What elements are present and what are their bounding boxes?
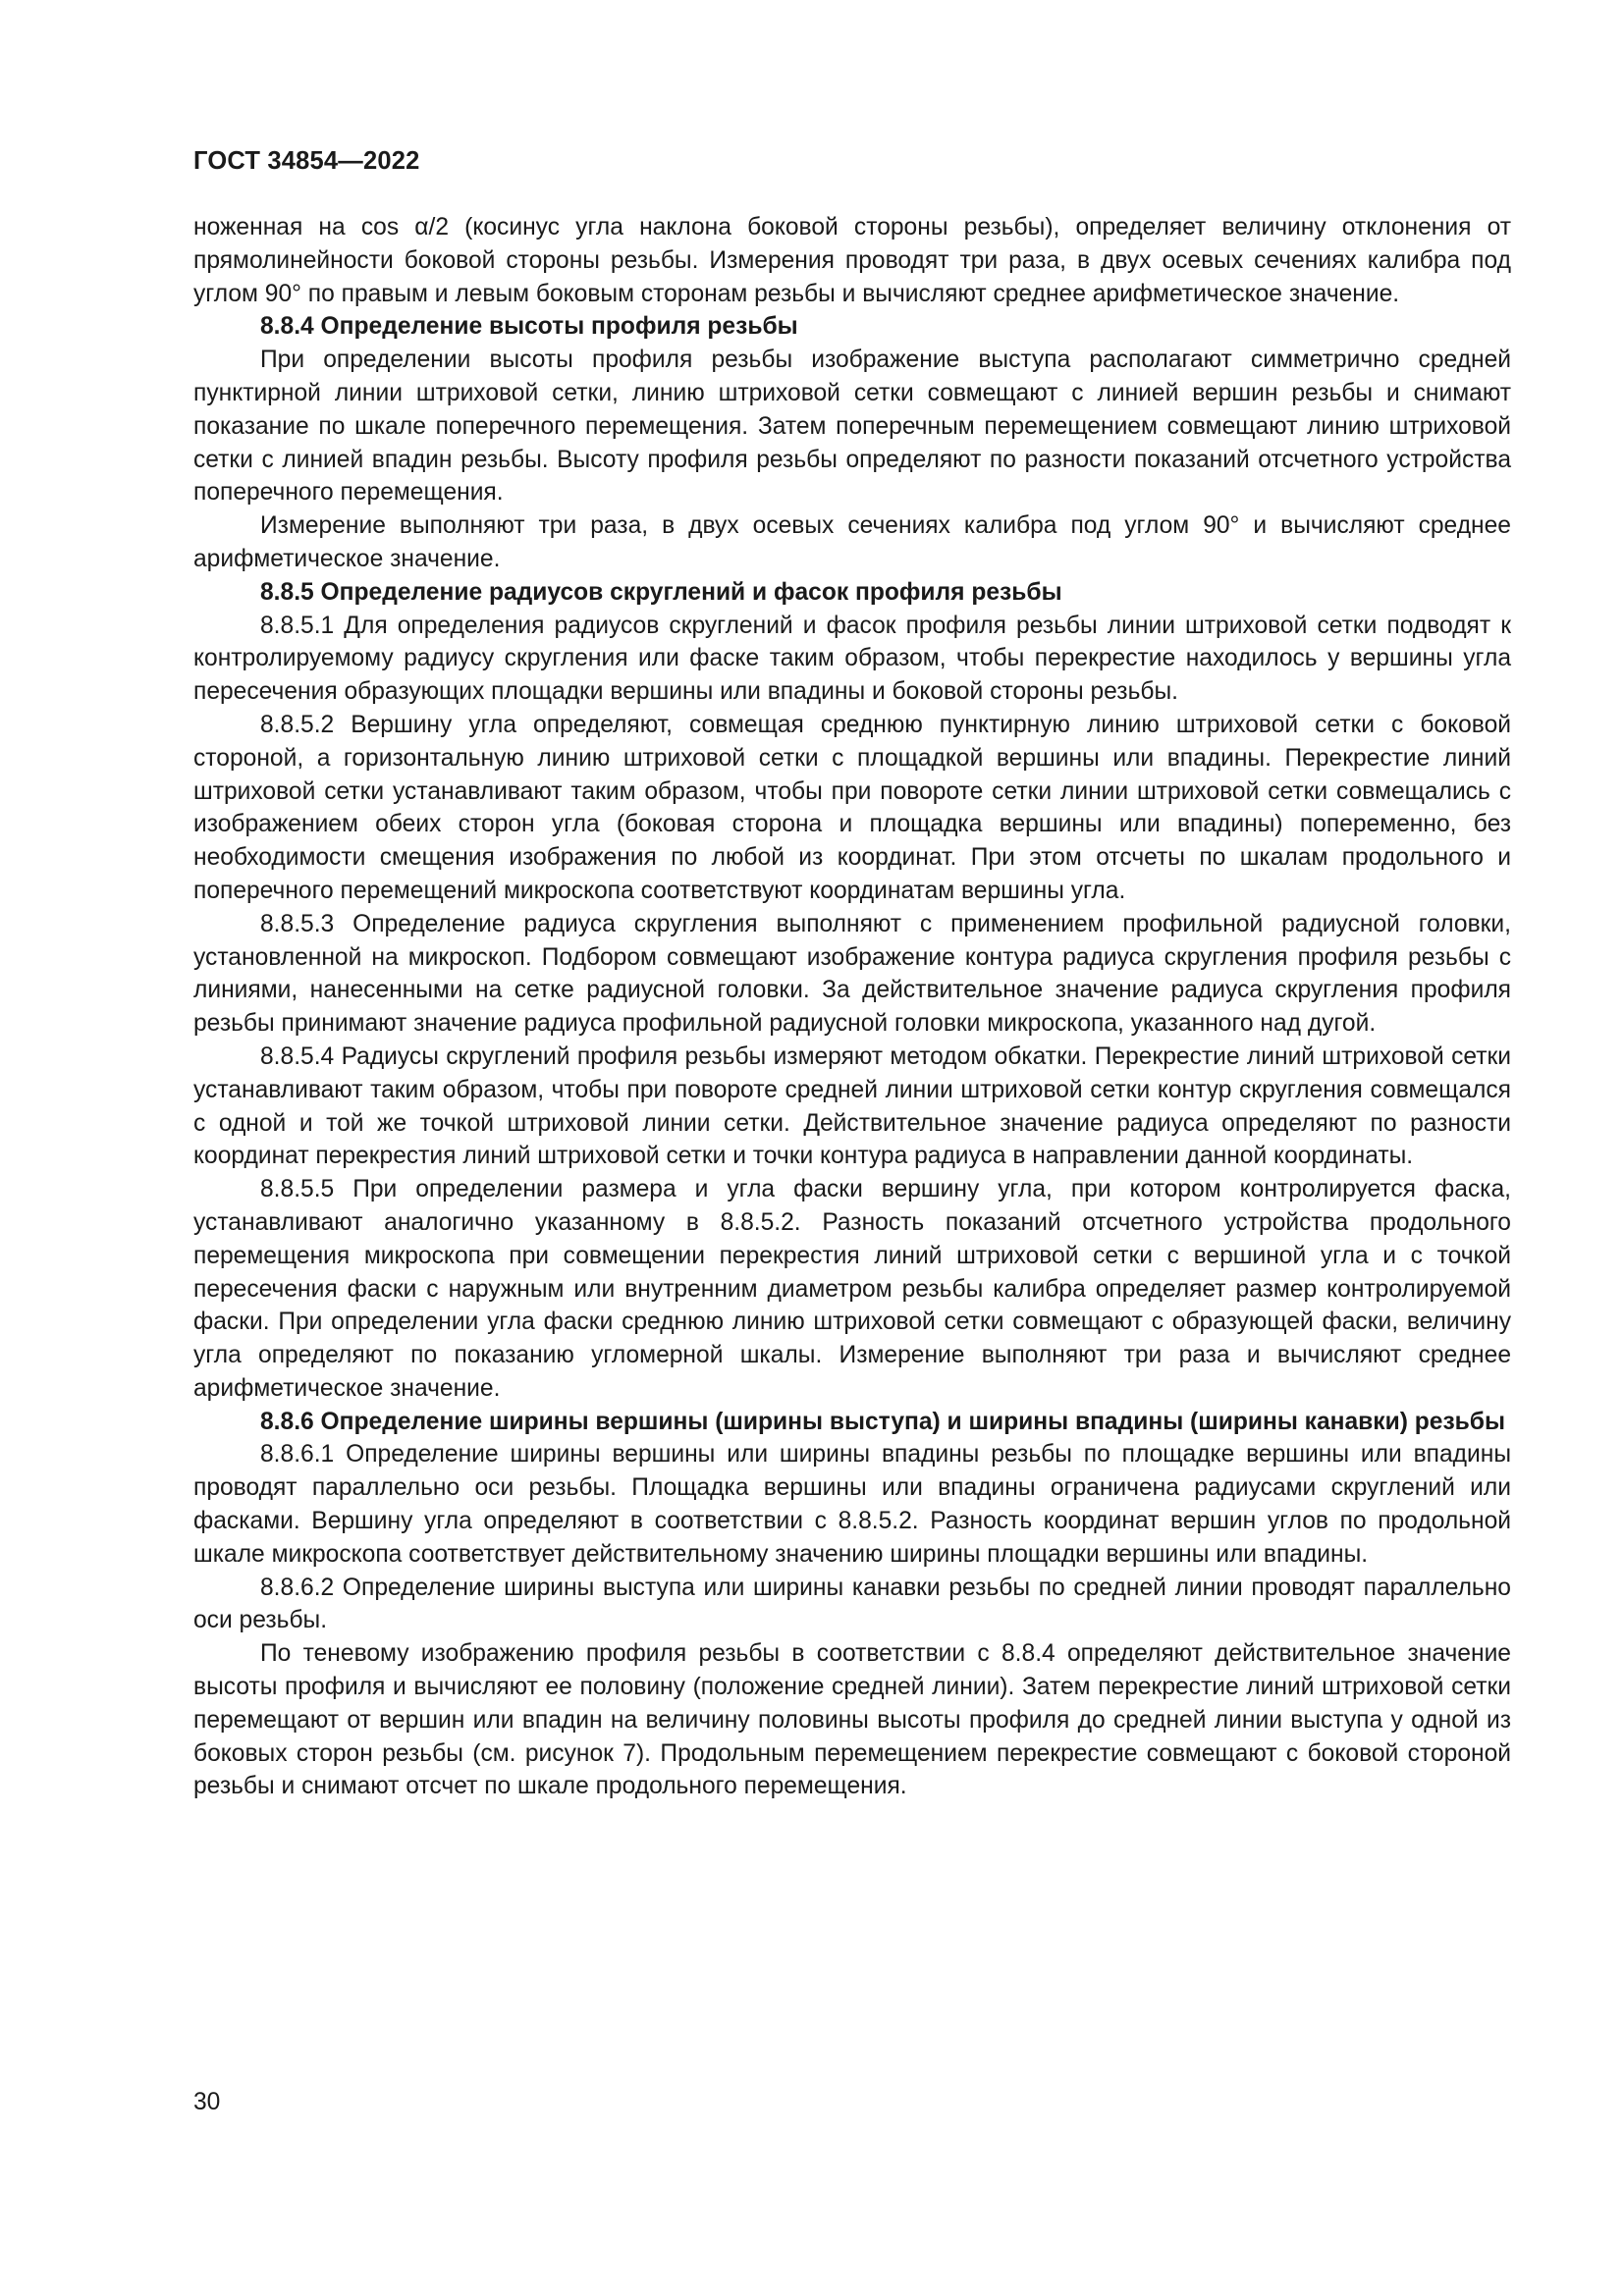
document-code-header: ГОСТ 34854—2022 bbox=[193, 147, 420, 175]
page-number: 30 bbox=[193, 2089, 221, 2115]
section-heading-8-8-6: 8.8.6 Определение ширины вершины (ширины выступа) и ширины впадины (ширины канавки) резьбы bbox=[260, 1408, 1505, 1435]
document-page bbox=[193, 145, 1511, 1803]
paragraph-8-8-5-3: 8.8.5.3 Определение радиуса скругления выполняют с применением профильной радиусной головки, установленной на микроскоп. Подбором совмещают изображение контура радиуса скругления профиля резьбы с линиями, нанесенными на сетке радиусной головки. За действительное значение радиуса скругления профиля резьбы принимают значение радиуса профильной радиусной головки микроскопа, указанного над дугой. bbox=[193, 910, 1511, 1038]
paragraph-8-8-4-a: При определении высоты профиля резьбы изображение выступа располагают симметрично средней пунктирной линии штриховой сетки, линию штриховой сетки совмещают с линией вершин резьбы и снимают показание по шкале поперечного перемещения. Затем поперечным перемещением совмещают линию штриховой сетки с линией впадин резьбы. Высоту профиля резьбы определяют по разности показаний отсчетного устройства поперечного перемещения. bbox=[193, 347, 1511, 507]
paragraph-8-8-5-5: 8.8.5.5 При определении размера и угла фаски вершину угла, при котором контролируется фаска, устанавливают аналогично указанному в 8.8.5.2. Разность показаний отсчетного устройства продольного перемещения микроскопа при совмещении перекрестия линий штриховой сетки с вершиной угла и с точкой пересечения фаски с наружным или внутренним диаметром резьбы калибра определяет размер контролируемой фаски. При определении угла фаски среднюю линию штриховой сетки совмещают с образующей фаски, величину угла определяют по показанию угломерной шкалы. Измерение выполняют три раза и вычисляют среднее арифметическое значение. bbox=[193, 1176, 1511, 1402]
paragraph-8-8-5-2: 8.8.5.2 Вершину угла определяют, совмещая среднюю пунктирную линию штриховой сетки с боковой стороной, а горизонтальную линию штриховой сетки с площадкой вершины или впадины. Перекрестие линий штриховой сетки устанавливают таким образом, чтобы при повороте сетки линии штриховой сетки совмещались с изображением обеих сторон угла (боковая сторона и площадка вершины или впадины) попеременно, без необходимости смещения изображения по любой из координат. При этом отсчеты по шкалам продольного и поперечного перемещений микроскопа соответствуют координатам вершины угла. bbox=[193, 711, 1511, 904]
paragraph-8-8-4-b: Измерение выполняют три раза, в двух осевых сечениях калибра под углом 90° и вычисляют среднее арифметическое значение. bbox=[193, 512, 1511, 572]
paragraph-8-8-6-2: 8.8.6.2 Определение ширины выступа или ширины канавки резьбы по средней линии проводят параллельно оси резьбы. bbox=[193, 1574, 1511, 1634]
paragraph-8-8-5-4: 8.8.5.4 Радиусы скруглений профиля резьбы измеряют методом обкатки. Перекрестие линий штриховой сетки устанавливают таким образом, чтобы при повороте средней линии штриховой сетки контур скругления совмещался с одной и той же точкой штриховой линии сетки. Действительное значение радиуса определяют по разности координат перекрестия линий штриховой сетки и точки контура радиуса в направлении данной координаты. bbox=[193, 1042, 1511, 1170]
paragraph-continuation: ноженная на cos α/2 (косинус угла наклона боковой стороны резьбы), определяет величину отклонения от прямолинейности боковой стороны резьбы. Измерения проводят три раза, в двух осевых сечениях калибра под углом 90° по правым и левым боковым сторонам резьбы и вычисляют среднее арифметическое значение. bbox=[193, 214, 1511, 307]
paragraph-8-8-6-1: 8.8.6.1 Определение ширины вершины или ширины впадины резьбы по площадке вершины или впадины проводят параллельно оси резьбы. Площадка вершины или впадины ограничена радиусами скруглений или фасками. Вершину угла определяют в соответствии с 8.8.5.2. Разность координат вершин углов по продольной шкале микроскопа соответствует действительному значению ширины площадки вершины или впадины. bbox=[193, 1441, 1511, 1568]
section-heading-8-8-4: 8.8.4 Определение высоты профиля резьбы bbox=[260, 313, 798, 341]
paragraph-8-8-5-1: 8.8.5.1 Для определения радиусов скруглений и фасок профиля резьбы линии штриховой сетки подводят к контролируемому радиусу скругления или фаске таким образом, чтобы перекрестие находилось у вершины угла пересечения образующих площадки вершины или впадины и боковой стороны резьбы. bbox=[193, 612, 1511, 706]
section-heading-8-8-5: 8.8.5 Определение радиусов скруглений и фасок профиля резьбы bbox=[260, 578, 1062, 606]
paragraph-8-8-6-2-b: По теневому изображению профиля резьбы в соответствии с 8.8.4 определяют действительное значение высоты профиля и вычисляют ее половину (положение средней линии). Затем перекрестие линий штриховой сетки перемещают от вершин или впадин на величину половины высоты профиля до средней линии выступа у одной из боковых сторон резьбы (см. рисунок 7). Продольным перемещением перекрестие совмещают с боковой стороной резьбы и снимают отсчет по шкале продольного перемещения. bbox=[193, 1640, 1511, 1800]
